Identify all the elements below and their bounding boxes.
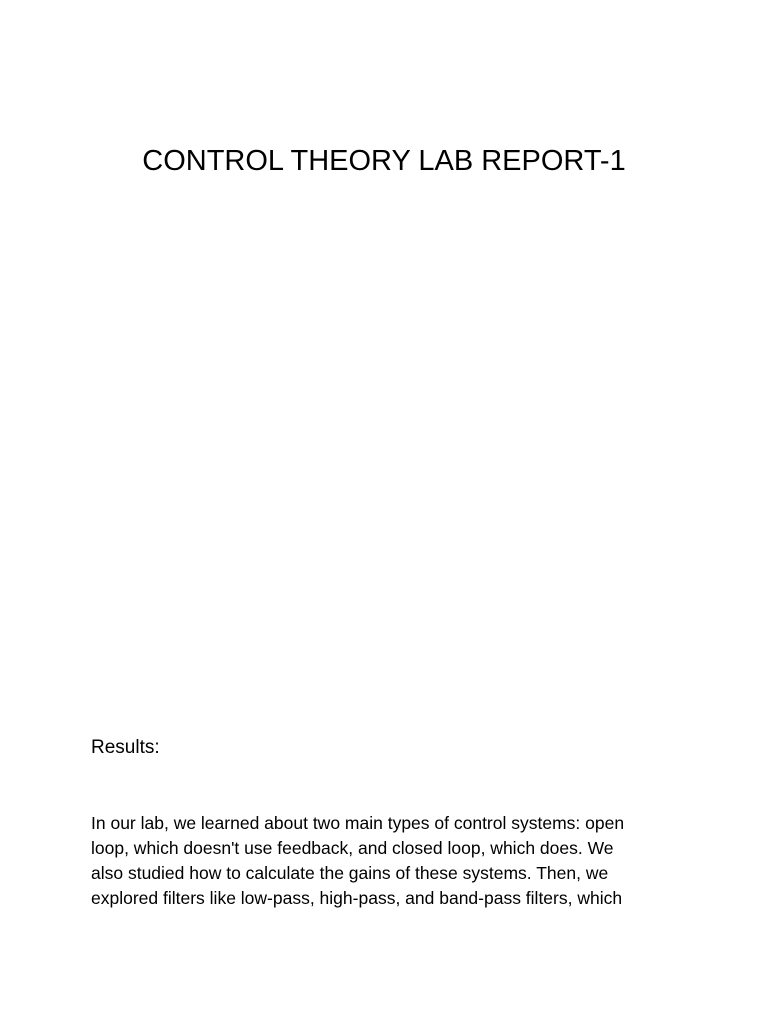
document-title: CONTROL THEORY LAB REPORT-1 bbox=[142, 145, 626, 177]
paragraph-line: loop, which doesn't use feedback, and closed loop, which does. We bbox=[91, 838, 614, 858]
results-paragraph bbox=[91, 811, 691, 911]
paragraph-line: In our lab, we learned about two main types of control systems: open bbox=[91, 813, 625, 833]
paragraph-line: explored filters like low-pass, high-pass, and band-pass filters, which bbox=[91, 888, 623, 908]
paragraph-line: also studied how to calculate the gains of these systems. Then, we bbox=[91, 863, 609, 883]
results-heading: Results: bbox=[91, 737, 160, 758]
